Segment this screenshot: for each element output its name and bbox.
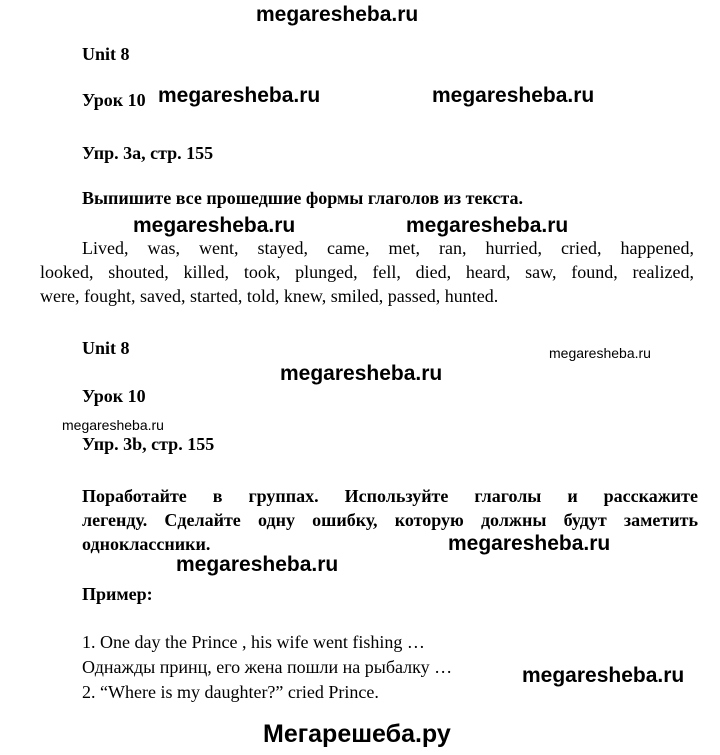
watermark: megaresheba.ru xyxy=(406,214,569,237)
watermark-top: megaresheba.ru xyxy=(256,3,419,26)
example-line: Однажды принц, его жена пошли на рыбалку … xyxy=(82,657,453,677)
example-line: 2. “Where is my daughter?” cried Prince. xyxy=(82,682,379,702)
exercise-heading: Упр. 3b, стр. 155 xyxy=(82,434,215,454)
instruction-line: Поработайте в группах. Используйте глаголы и расскажите xyxy=(82,486,698,506)
answer-line: Lived, was, went, stayed, came, met, ran, hurried, cried, happened, xyxy=(82,238,694,258)
watermark: megaresheba.ru xyxy=(62,417,164,433)
unit-heading: Unit 8 xyxy=(82,338,130,358)
lesson-heading: Урок 10 xyxy=(82,90,146,110)
watermark: megaresheba.ru xyxy=(448,532,611,555)
exercise-instruction: Выпишите все прошедшие формы глаголов из текста. xyxy=(82,188,523,208)
footer-title: Мегарешеба.ру xyxy=(263,720,451,748)
instruction-line: одноклассники. xyxy=(82,534,211,554)
lesson-heading: Урок 10 xyxy=(82,386,146,406)
watermark: megaresheba.ru xyxy=(176,553,339,576)
watermark: megaresheba.ru xyxy=(522,664,685,687)
unit-heading: Unit 8 xyxy=(82,44,130,64)
exercise-heading: Упр. 3a, стр. 155 xyxy=(82,143,214,163)
answer-paragraph xyxy=(40,236,694,308)
example-line: 1. One day the Prince , his wife went fishing … xyxy=(82,632,425,652)
instruction-line: легенду. Сделайте одну ошибку, которую должны будут заметить xyxy=(82,510,698,530)
answer-line: looked, shouted, killed, took, plunged, fell, died, heard, saw, found, realized, xyxy=(40,262,694,282)
watermark: megaresheba.ru xyxy=(158,84,321,107)
example-label: Пример: xyxy=(82,584,153,604)
watermark: megaresheba.ru xyxy=(133,214,296,237)
watermark: megaresheba.ru xyxy=(432,84,595,107)
watermark: megaresheba.ru xyxy=(280,362,443,385)
watermark: megaresheba.ru xyxy=(549,345,651,361)
answer-line: were, fought, saved, started, told, knew, smiled, passed, hunted. xyxy=(40,286,499,306)
